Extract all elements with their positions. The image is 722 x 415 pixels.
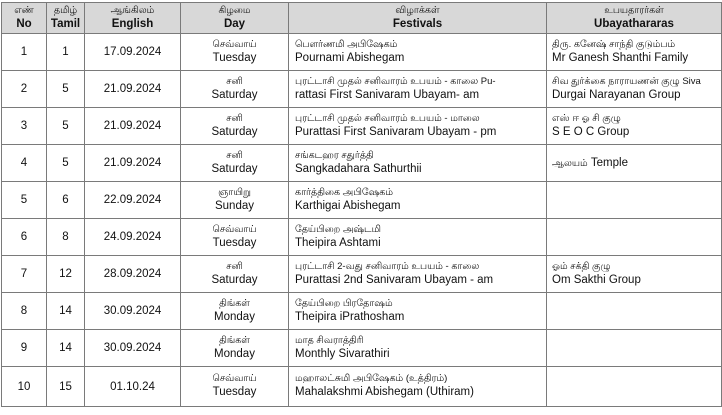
cell-ubayathararas: திரு. கனேஷ் சாந்தி குடும்பம் Mr Ganesh Shanthi Family <box>547 34 722 71</box>
table-row <box>2 256 722 293</box>
cell-no: 2 <box>2 71 47 108</box>
table-row <box>2 34 722 71</box>
header-no: எண் No <box>2 3 47 34</box>
cell-day: சனி Saturday <box>181 71 289 108</box>
header-english: ஆங்கிலம் English <box>85 3 181 34</box>
cell-festival: பௌர்ணமி அபிஷேகம் Pournami Abishegam <box>289 34 547 71</box>
table-row <box>2 219 722 256</box>
cell-date: 24.09.2024 <box>85 219 181 256</box>
cell-festival: தேய்பிறை அஷ்டமி Theipira Ashtami <box>289 219 547 256</box>
cell-ubayathararas <box>547 145 722 182</box>
cell-date: 21.09.2024 <box>85 108 181 145</box>
cell-date: 30.09.2024 <box>85 293 181 330</box>
table-row <box>2 330 722 367</box>
cell-date: 30.09.2024 <box>85 330 181 367</box>
table-row <box>2 71 722 108</box>
cell-date: 21.09.2024 <box>85 71 181 108</box>
cell-festival: புரட்டாசி 2-வது சனிவாரம் உபயம் - காலை Purattasi 2nd Sanivaram Ubayam - am <box>289 256 547 293</box>
cell-no: 6 <box>2 219 47 256</box>
cell-festival: தேய்பிறை பிரதோஷம் Theipira iPrathosham <box>289 293 547 330</box>
cell-tamil: 5 <box>47 108 85 145</box>
cell-tamil: 5 <box>47 71 85 108</box>
cell-day: செவ்வாய் Tuesday <box>181 367 289 407</box>
cell-tamil: 14 <box>47 330 85 367</box>
cell-ubayathararas <box>547 219 722 256</box>
cell-date: 22.09.2024 <box>85 182 181 219</box>
cell-date: 01.10.24 <box>85 367 181 407</box>
cell-no: 5 <box>2 182 47 219</box>
cell-tamil: 6 <box>47 182 85 219</box>
header-tamil: தமிழ் Tamil <box>47 3 85 34</box>
cell-ubayathararas: எஸ் ஈ ஓ சி குழு S E O C Group <box>547 108 722 145</box>
cell-ubayathararas <box>547 182 722 219</box>
festival-table <box>1 2 722 407</box>
cell-no: 10 <box>2 367 47 407</box>
cell-festival: புரட்டாசி முதல் சனிவாரம் உபயம் - மாலை Purattasi First Sanivaram Ubayam - pm <box>289 108 547 145</box>
table-row <box>2 145 722 182</box>
cell-tamil: 15 <box>47 367 85 407</box>
cell-day: சனி Saturday <box>181 256 289 293</box>
cell-ubayathararas <box>547 367 722 407</box>
cell-festival: சங்கடஹர சதுர்த்தி Sangkadahara Sathurthii <box>289 145 547 182</box>
cell-festival: புரட்டாசி முதல் சனிவாரம் உபயம் - காலை Pu- rattasi First Sanivaram Ubayam- am <box>289 71 547 108</box>
header-ubayathararas: உபயதாரர்கள் Ubayathararas <box>547 3 722 34</box>
cell-no: 4 <box>2 145 47 182</box>
cell-day: செவ்வாய் Tuesday <box>181 34 289 71</box>
cell-festival: மஹாலட்சுமி அபிஷேகம் (உத்திரம்) Mahalakshmi Abishegam (Uthiram) <box>289 367 547 407</box>
cell-festival: கார்த்திகை அபிஷேகம் Karthigai Abishegam <box>289 182 547 219</box>
header-row <box>2 3 722 34</box>
cell-tamil: 8 <box>47 219 85 256</box>
cell-day: திங்கள் Monday <box>181 330 289 367</box>
cell-date: 17.09.2024 <box>85 34 181 71</box>
cell-no: 1 <box>2 34 47 71</box>
cell-no: 3 <box>2 108 47 145</box>
table-row <box>2 108 722 145</box>
header-day: கிழமை Day <box>181 3 289 34</box>
cell-day: சனி Saturday <box>181 145 289 182</box>
table-header <box>2 3 722 34</box>
cell-date: 28.09.2024 <box>85 256 181 293</box>
cell-ubayathararas: ஓம் சக்தி குழு Om Sakthi Group <box>547 256 722 293</box>
table-row <box>2 182 722 219</box>
cell-day: திங்கள் Monday <box>181 293 289 330</box>
cell-day: செவ்வாய் Tuesday <box>181 219 289 256</box>
cell-tamil: 5 <box>47 145 85 182</box>
cell-tamil: 14 <box>47 293 85 330</box>
cell-no: 8 <box>2 293 47 330</box>
cell-no: 9 <box>2 330 47 367</box>
cell-no: 7 <box>2 256 47 293</box>
cell-tamil: 12 <box>47 256 85 293</box>
cell-ubayathararas: சிவ துர்க்கை நாராயணன் குழு Siva Durgai Narayanan Group <box>547 71 722 108</box>
table-row <box>2 367 722 407</box>
cell-day: ஞாயிறு Sunday <box>181 182 289 219</box>
cell-festival: மாத சிவராத்திரி Monthly Sivarathiri <box>289 330 547 367</box>
ubayathararas-inline: ஆலயம் Temple <box>552 156 628 169</box>
cell-ubayathararas <box>547 293 722 330</box>
table-body <box>2 34 722 407</box>
cell-ubayathararas <box>547 330 722 367</box>
cell-day: சனி Saturday <box>181 108 289 145</box>
header-festivals: விழாக்கள் Festivals <box>289 3 547 34</box>
cell-tamil: 1 <box>47 34 85 71</box>
table-row <box>2 293 722 330</box>
cell-date: 21.09.2024 <box>85 145 181 182</box>
